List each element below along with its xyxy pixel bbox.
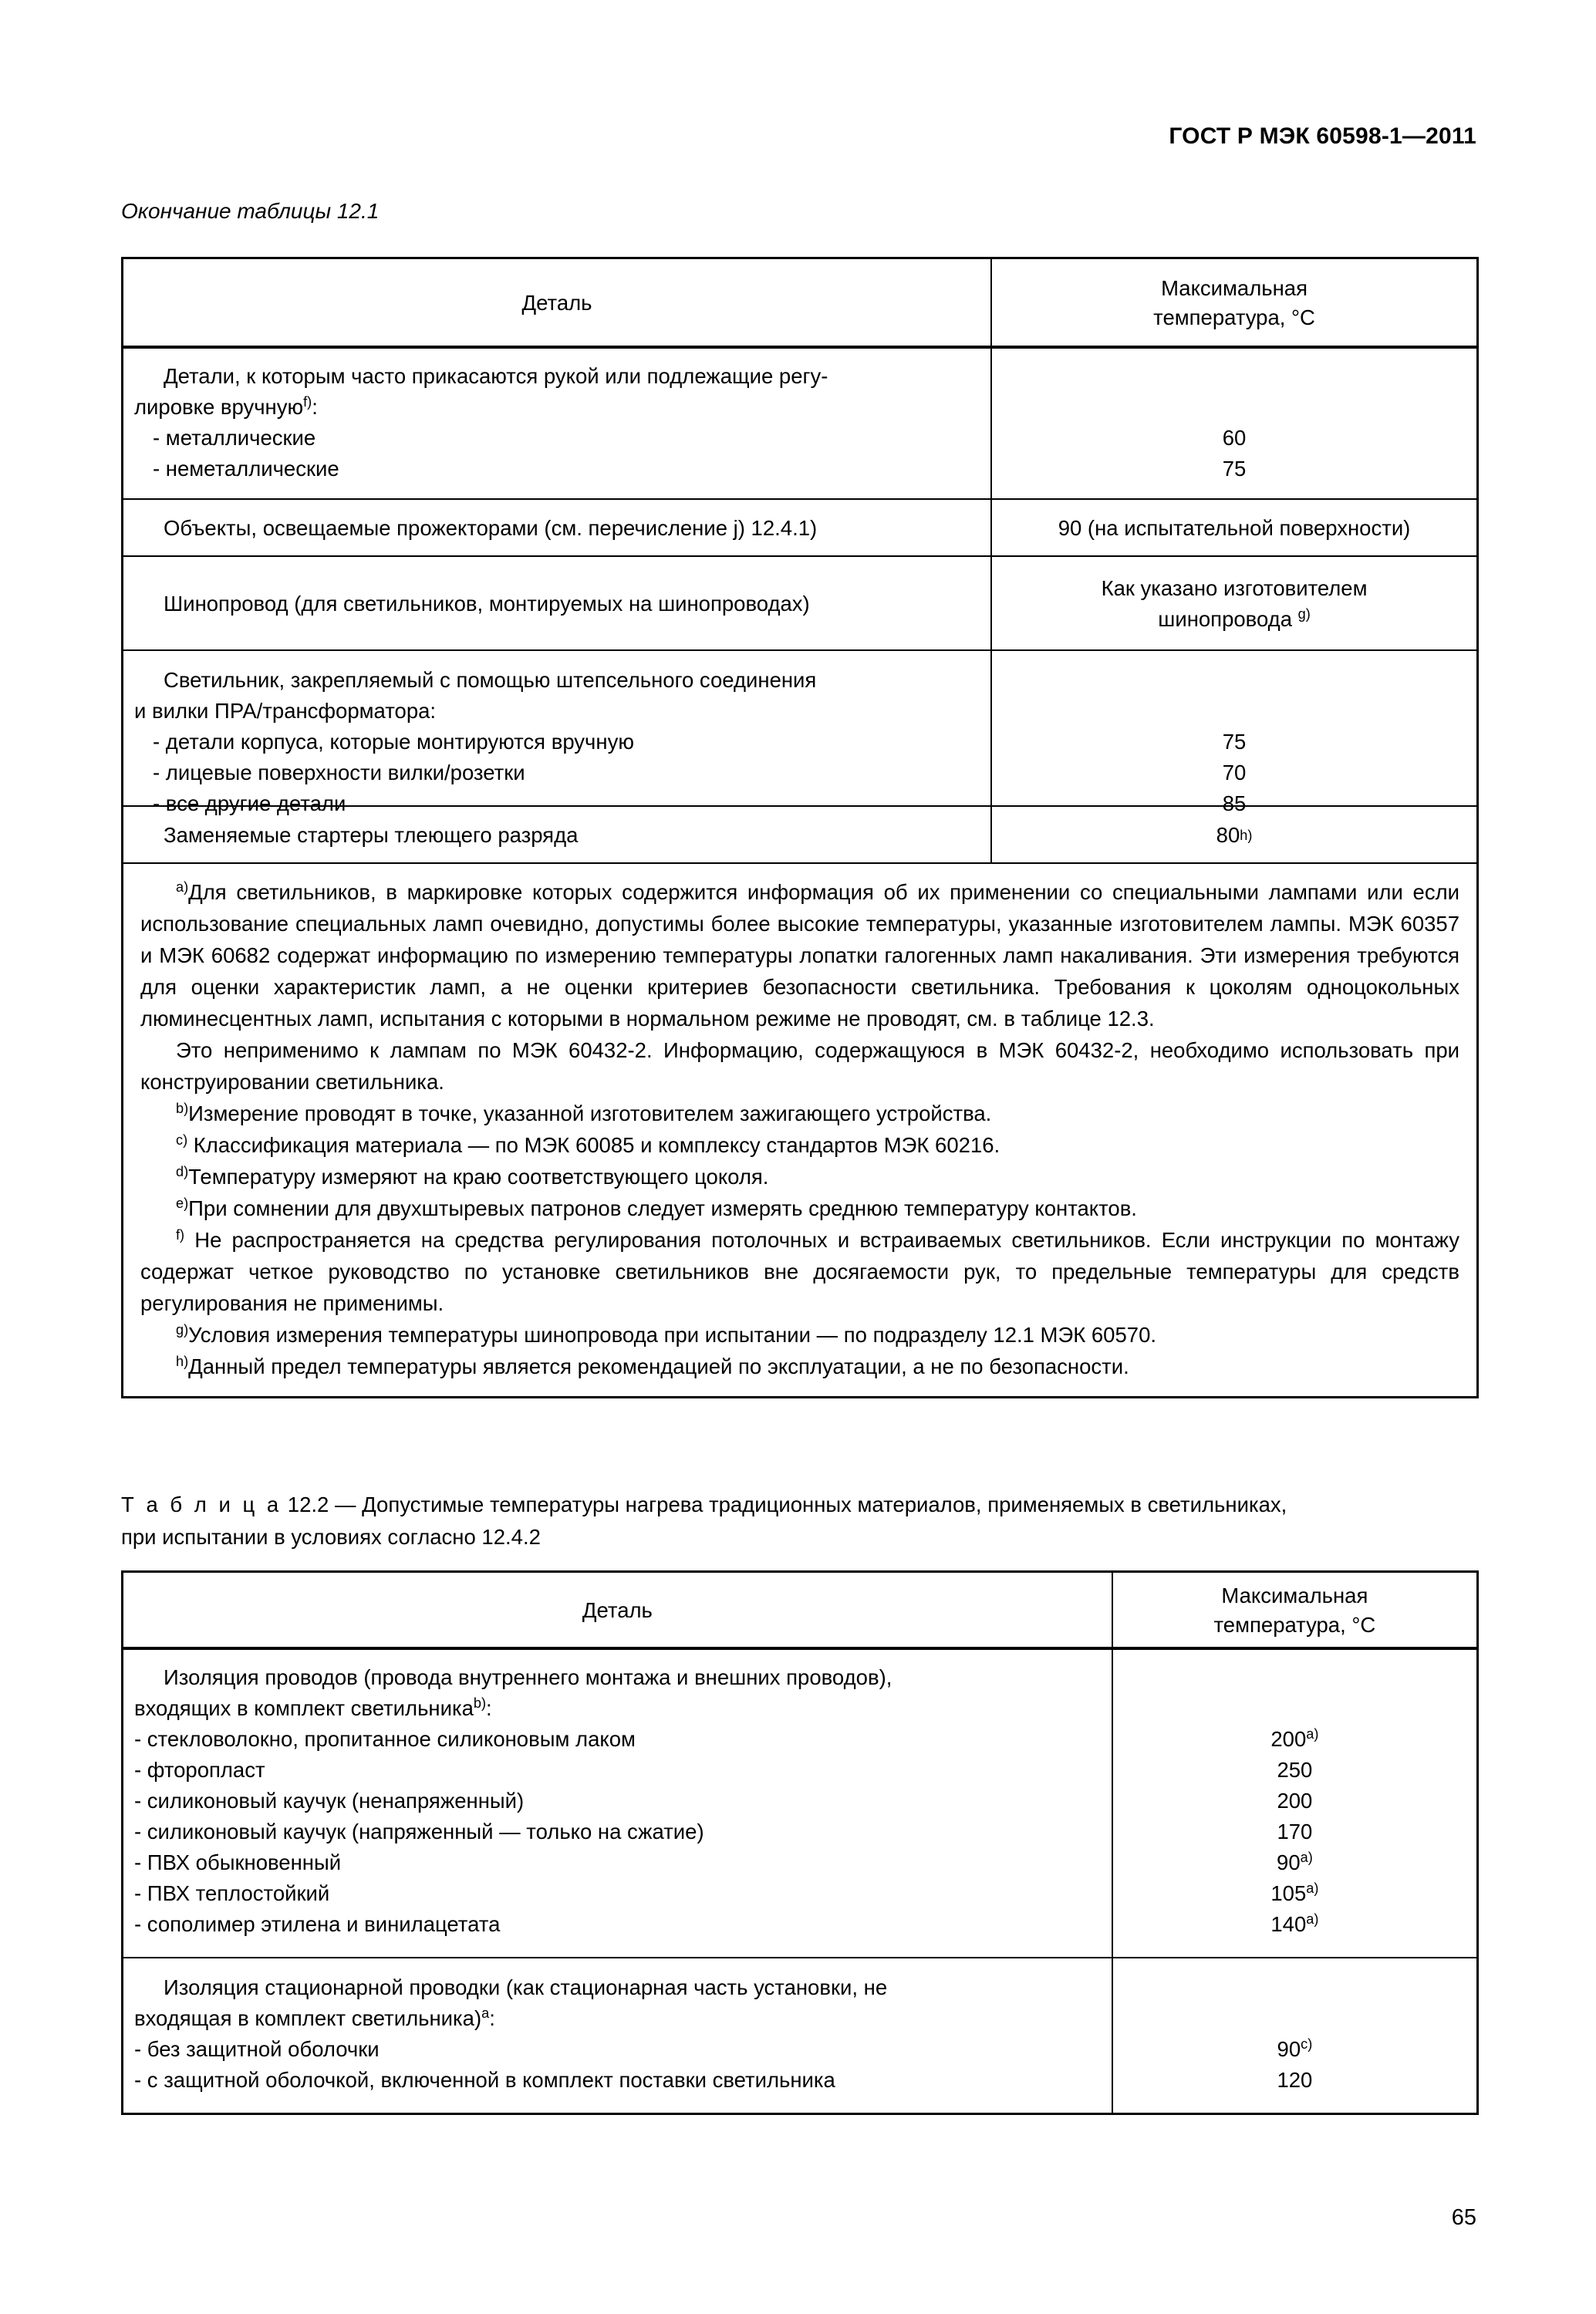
table-12-2-caption-text-line1: Допустимые температуры нагрева традиционных материалов, применяемых в светильниках,: [362, 1493, 1287, 1516]
value-spacer: [1113, 1693, 1476, 1724]
footnote-d: [140, 1161, 1459, 1192]
row-detail-line1: Изоляция стационарной проводки (как стационарная часть установки, не: [164, 1975, 888, 1999]
value-spacer: [992, 665, 1476, 696]
row-detail-line2-colon: :: [489, 2006, 495, 2030]
footnote-marker-e: e): [176, 1195, 189, 1211]
value-spacer: [1113, 1972, 1476, 2003]
row-item-label: - стекловолокно, пропитанное силиконовым лаком: [134, 1727, 636, 1751]
row-detail-line1: Детали, к которым часто прикасаются рукой или подлежащие регу-: [164, 364, 828, 388]
value-number: 90: [1277, 2037, 1301, 2061]
value-spacer: [1113, 2003, 1476, 2034]
table-row: [123, 498, 1476, 555]
row-detail-line2-text: лировке вручную: [134, 395, 304, 419]
footnote-marker-g: g): [176, 1321, 189, 1337]
footnote-e: [140, 1192, 1459, 1224]
footnote-g-text: Условия измерения температуры шинопровода при испытании — по подразделу 12.1 МЭК 60570.: [188, 1323, 1157, 1347]
footnote-b: [140, 1098, 1459, 1129]
row-values: [1112, 1648, 1476, 1957]
column-header-temperature-line2: температура, °C: [1213, 1613, 1376, 1637]
value-number: 200: [1277, 1789, 1313, 1813]
row-item-label: - ПВХ теплостойкий: [134, 1881, 330, 1905]
row-item-value: 75: [1222, 457, 1247, 481]
value-number: 140: [1270, 1912, 1307, 1936]
value-number: 90: [1277, 1850, 1301, 1874]
row-detail-line2: [134, 1693, 1101, 1724]
row-detail-text: Шинопровод (для светильников, монтируемых на шинопроводах): [164, 592, 810, 616]
footnote-marker-f: f): [176, 1226, 185, 1243]
row-detail: [123, 651, 990, 815]
value-number: 170: [1277, 1820, 1313, 1843]
row-values: [990, 347, 1476, 498]
footnote-marker-a: a): [176, 879, 189, 895]
value-number: 200: [1270, 1727, 1307, 1751]
row-value-line2: [1158, 604, 1311, 635]
row-value: [990, 557, 1476, 649]
value-number: 105: [1270, 1881, 1307, 1905]
column-header-temperature-line2: температура, °C: [1153, 305, 1315, 329]
row-item-label: - все другие детали: [153, 791, 346, 815]
row-item-value: 75: [1222, 730, 1247, 754]
row-detail: [123, 1958, 1112, 2113]
row-values: [1112, 1958, 1476, 2113]
footnote-ref-a: a): [1306, 1880, 1319, 1896]
row-detail: [123, 347, 990, 498]
footnote-marker-b: b): [176, 1100, 189, 1116]
table-12-2-caption-label: Т а б л и ц а: [121, 1493, 282, 1516]
row-detail-line1: Изоляция проводов (провода внутреннего монтажа и внешних проводов),: [164, 1665, 892, 1689]
row-item-label: - ПВХ обыкновенный: [134, 1850, 342, 1874]
row-item-label: - сополимер этилена и винилацетата: [134, 1912, 501, 1936]
table-12-2-caption-number: 12.2: [287, 1493, 329, 1516]
row-detail-line2-text: входящих в комплект светильника: [134, 1696, 474, 1720]
column-header-detail: Деталь: [521, 291, 592, 315]
row-detail: [123, 557, 990, 649]
footnote-ref-b: b): [473, 1695, 487, 1711]
row-detail-line2: и вилки ПРА/трансформатора:: [134, 699, 437, 723]
value-spacer: [992, 392, 1476, 423]
row-value: 80 h): [990, 807, 1476, 862]
row-detail: [123, 1648, 1112, 1957]
footnote-f: [140, 1224, 1459, 1319]
row-detail-line2: [134, 2003, 1101, 2034]
footnote-marker-d: d): [176, 1163, 189, 1179]
row-value-number: 80: [1216, 823, 1240, 847]
row-detail-line2-colon: :: [312, 395, 318, 419]
table-row: [123, 1647, 1476, 1957]
footnote-e-text: При сомнении для двухштыревых патронов следует измерять среднюю температуру контактов.: [188, 1196, 1137, 1220]
table-row: [123, 555, 1476, 649]
row-detail: [123, 500, 990, 555]
footnote-g: [140, 1319, 1459, 1351]
row-item-label: - силиконовый каучук (напряженный — только на сжатие): [134, 1820, 704, 1843]
table-row: [123, 346, 1476, 498]
table-12-2: [121, 1570, 1479, 2115]
table-12-2-header-row: [123, 1573, 1476, 1647]
row-item-value: 70: [1222, 761, 1247, 784]
footnote-ref-a: a): [1306, 1725, 1319, 1742]
row-detail-line2-text: входящая в комплект светильника): [134, 2006, 482, 2030]
footnote-ref-g: g): [1297, 605, 1311, 622]
row-item-label: - с защитной оболочкой, включенной в комплект поставки светильника: [134, 2068, 835, 2092]
footnote-a-text: Для светильников, в маркировке которых содержится информация об их применении со специальными лампами или если использование специальных ламп очевидно, допустимы более высокие температуры, указанные изготовителем лампы. МЭК 60357 и МЭК 60682 содержат информацию по измерению температуры лопатки галогенных ламп накаливания. Эти измерения требуются для оценки характеристик ламп, а не оценки критериев безопасности светильника. Требования к цоколям одноцокольных люминесцентных ламп, испытания с которыми в нормальном режиме не проводят, см. в таблице 12.3.: [140, 880, 1459, 1031]
footnote-b-text: Измерение проводят в точке, указанной изготовителем зажигающего устройства.: [188, 1101, 992, 1125]
row-value-line2-text: шинопровода: [1158, 607, 1298, 631]
row-item-value: [1113, 1878, 1476, 1909]
value-spacer: [992, 361, 1476, 392]
footnote-ref-a: a: [481, 2005, 490, 2021]
table-12-2-caption-text-line2: при испытании в условиях согласно 12.4.2: [121, 1525, 541, 1549]
row-item-value: [1113, 1786, 1476, 1816]
footnote-ref-c: c): [1301, 2036, 1313, 2052]
row-item-value: [1113, 1847, 1476, 1878]
row-item-value: [1113, 2034, 1476, 2065]
column-header-temperature-line1: Максимальная: [1161, 276, 1308, 300]
row-detail-line1: Светильник, закрепляемый с помощью штепсельного соединения: [164, 668, 817, 692]
row-item-value: [1113, 2065, 1476, 2096]
footnote-ref-f: f): [303, 393, 312, 410]
table-12-1: [121, 257, 1479, 1398]
row-item-value: [1113, 1909, 1476, 1940]
footnote-marker-c: c): [176, 1132, 188, 1148]
value-number: 120: [1277, 2068, 1313, 2092]
row-item-value: [1113, 1816, 1476, 1847]
table-row: [123, 649, 1476, 815]
footnote-h-text: Данный предел температуры является рекомендацией по эксплуатации, а не по безопасности.: [188, 1354, 1129, 1378]
footnote-c-text: Классификация материала — по МЭК 60085 и комплексу стандартов МЭК 60216.: [187, 1133, 1000, 1157]
table-row: [123, 1957, 1476, 2113]
table-12-1-header-row: [123, 259, 1476, 346]
value-spacer: [1113, 1662, 1476, 1693]
row-values: [990, 651, 1476, 815]
value-number: 250: [1277, 1758, 1313, 1782]
footnote-f-text: Не распространяется на средства регулирования потолочных и встраиваемых светильников. Если инструкции по монтажу содержат четкое руководство по установке светильников вне досягаемости рук, то предельные температуры для средств регулирования не применимы.: [140, 1228, 1459, 1315]
row-item-label: - детали корпуса, которые монтируются вручную: [153, 730, 634, 754]
value-spacer: [992, 696, 1476, 727]
row-value: 90 (на испытательной поверхности): [990, 500, 1476, 555]
footnote-d-text: Температуру измеряют на краю соответствующего цоколя.: [188, 1165, 769, 1189]
table-row: [123, 805, 1476, 862]
column-header-detail: Деталь: [582, 1598, 653, 1622]
row-detail-text: Заменяемые стартеры тлеющего разряда: [164, 823, 579, 847]
footnote-h: [140, 1351, 1459, 1382]
page-number: 65: [1451, 2205, 1476, 2230]
row-item-label: - металлические: [153, 426, 316, 450]
footnote-c: [140, 1129, 1459, 1161]
footnote-marker-h: h): [176, 1353, 189, 1369]
row-detail-line2: [134, 392, 980, 423]
row-item-value: 85: [1222, 791, 1247, 815]
row-detail-text: Объекты, освещаемые прожекторами (см. перечисление j) 12.4.1): [164, 516, 818, 540]
row-item-label: - неметаллические: [153, 457, 339, 481]
column-header-temperature: [990, 259, 1476, 346]
table-12-1-caption: Окончание таблицы 12.1: [121, 199, 380, 223]
row-item-label: - фторопласт: [134, 1758, 265, 1782]
row-detail: [123, 807, 990, 862]
footnote-ref-a: a): [1300, 1849, 1313, 1865]
row-item-value: [1113, 1755, 1476, 1786]
row-value-line1: Как указано изготовителем: [1101, 576, 1368, 600]
table-12-2-caption: [121, 1489, 1479, 1553]
footnote-ref-a: a): [1306, 1911, 1319, 1927]
row-item-value: 60: [1222, 426, 1247, 450]
column-header-temperature-line1: Максимальная: [1221, 1584, 1368, 1607]
row-item-label: - без защитной оболочки: [134, 2037, 380, 2061]
table-12-2-caption-dash: —: [334, 1493, 356, 1516]
footnote-a-continued: Это неприменимо к лампам по МЭК 60432-2. Информацию, содержащуюся в МЭК 60432-2, необходимо использовать при конструировании светильника.: [140, 1038, 1459, 1094]
row-detail-line2-colon: :: [486, 1696, 492, 1720]
row-item-value: [1113, 1724, 1476, 1755]
row-item-label: - силиконовый каучук (ненапряженный): [134, 1789, 525, 1813]
row-item-label: - лицевые поверхности вилки/розетки: [153, 761, 525, 784]
document-header: ГОСТ Р МЭК 60598-1—2011: [1169, 123, 1476, 149]
footnote-a: [140, 876, 1459, 1034]
column-header-temperature: [1112, 1573, 1476, 1647]
table-12-1-footnotes: [123, 862, 1476, 1396]
